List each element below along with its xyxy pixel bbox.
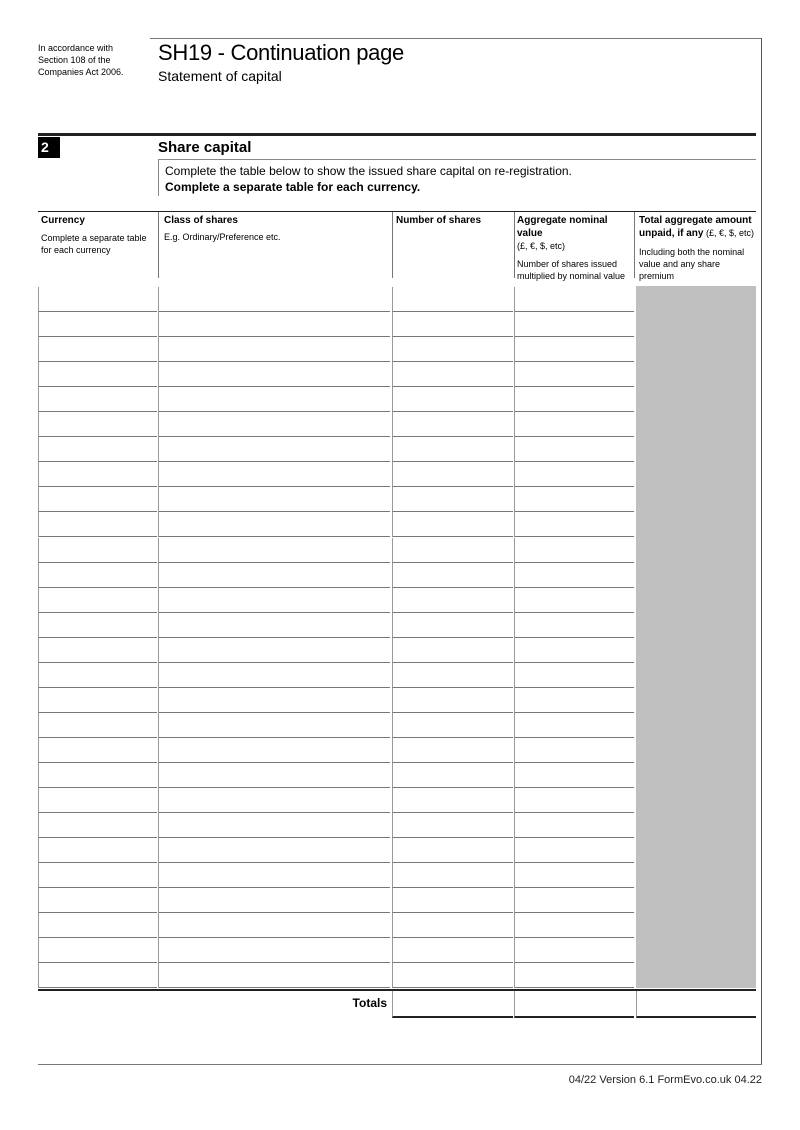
currency-cell[interactable] bbox=[38, 412, 157, 437]
nominal-value-cell[interactable] bbox=[514, 813, 634, 838]
class-of-shares-cell[interactable] bbox=[158, 688, 390, 713]
number-of-shares-cell[interactable] bbox=[392, 337, 513, 362]
header-unpaid-units: (£, €, $, etc) bbox=[705, 228, 754, 238]
header-separator bbox=[158, 212, 159, 278]
class-of-shares-cell[interactable] bbox=[158, 763, 390, 788]
number-of-shares-cell[interactable] bbox=[392, 512, 513, 537]
class-of-shares-cell[interactable] bbox=[158, 437, 390, 462]
class-of-shares-cell[interactable] bbox=[158, 813, 390, 838]
class-of-shares-cell[interactable] bbox=[158, 738, 390, 763]
number-of-shares-cell[interactable] bbox=[392, 963, 513, 988]
class-of-shares-cell[interactable] bbox=[158, 512, 390, 537]
nominal-value-cell[interactable] bbox=[514, 713, 634, 738]
class-of-shares-cell[interactable] bbox=[158, 913, 390, 938]
currency-cell[interactable] bbox=[38, 963, 157, 988]
nominal-value-cell[interactable] bbox=[514, 763, 634, 788]
header-nominal-note: Number of shares issued multiplied by nominal value bbox=[517, 259, 626, 281]
header-unpaid bbox=[639, 214, 757, 282]
class-of-shares-cell[interactable] bbox=[158, 938, 390, 963]
class-of-shares-cell[interactable] bbox=[158, 287, 390, 312]
currency-cell[interactable] bbox=[38, 788, 157, 813]
number-of-shares-cell[interactable] bbox=[392, 638, 513, 663]
nominal-value-cell[interactable] bbox=[514, 663, 634, 688]
total-number-of-shares-field[interactable] bbox=[392, 991, 513, 1018]
nominal-value-cell[interactable] bbox=[514, 563, 634, 588]
number-of-shares-cell[interactable] bbox=[392, 613, 513, 638]
number-of-shares-cell[interactable] bbox=[392, 563, 513, 588]
header-currency-note: Complete a separate table for each currency bbox=[41, 233, 147, 255]
currency-cell[interactable] bbox=[38, 738, 157, 763]
class-of-shares-cell[interactable] bbox=[158, 312, 390, 337]
section-number: 2 bbox=[38, 137, 60, 158]
nominal-value-cell[interactable] bbox=[514, 412, 634, 437]
currency-cell[interactable] bbox=[38, 538, 157, 563]
instruction-bar bbox=[158, 160, 159, 196]
class-of-shares-cell[interactable] bbox=[158, 638, 390, 663]
nominal-value-cell[interactable] bbox=[514, 437, 634, 462]
class-of-shares-cell[interactable] bbox=[158, 963, 390, 988]
header-nominal-title: Aggregate nominal value bbox=[517, 215, 608, 239]
header-separator bbox=[514, 212, 515, 278]
header-nominal-units: (£, €, $, etc) bbox=[517, 241, 566, 251]
currency-cell[interactable] bbox=[38, 913, 157, 938]
nominal-value-cell[interactable] bbox=[514, 638, 634, 663]
class-of-shares-cell[interactable] bbox=[158, 387, 390, 412]
currency-cell[interactable] bbox=[38, 638, 157, 663]
number-of-shares-cell[interactable] bbox=[392, 863, 513, 888]
number-of-shares-cell[interactable] bbox=[392, 838, 513, 863]
nominal-value-cell[interactable] bbox=[514, 738, 634, 763]
currency-cell[interactable] bbox=[38, 287, 157, 312]
nominal-value-cell[interactable] bbox=[514, 462, 634, 487]
currency-cell[interactable] bbox=[38, 863, 157, 888]
nominal-value-cell[interactable] bbox=[514, 788, 634, 813]
header-unpaid-title: Total aggregate amount unpaid, if any bbox=[639, 215, 752, 239]
unpaid-shaded-column bbox=[636, 286, 756, 988]
nominal-value-cell[interactable] bbox=[514, 838, 634, 863]
currency-cell[interactable] bbox=[38, 437, 157, 462]
header-currency-title: Currency bbox=[41, 215, 85, 226]
legal-line-2: Section 108 of the bbox=[38, 55, 111, 65]
class-of-shares-cell[interactable] bbox=[158, 588, 390, 613]
nominal-value-cell[interactable] bbox=[514, 287, 634, 312]
nominal-value-cell[interactable] bbox=[514, 512, 634, 537]
currency-cell[interactable] bbox=[38, 462, 157, 487]
currency-cell[interactable] bbox=[38, 312, 157, 337]
number-of-shares-cell[interactable] bbox=[392, 938, 513, 963]
currency-cell[interactable] bbox=[38, 362, 157, 387]
number-of-shares-cell[interactable] bbox=[392, 688, 513, 713]
number-of-shares-cell[interactable] bbox=[392, 362, 513, 387]
nominal-value-cell[interactable] bbox=[514, 588, 634, 613]
legal-reference bbox=[38, 42, 148, 78]
number-of-shares-cell[interactable] bbox=[392, 287, 513, 312]
header-separator bbox=[634, 212, 635, 278]
class-of-shares-cell[interactable] bbox=[158, 462, 390, 487]
totals-label: Totals bbox=[352, 996, 387, 1010]
class-of-shares-cell[interactable] bbox=[158, 613, 390, 638]
currency-cell[interactable] bbox=[38, 387, 157, 412]
version-footer: 04/22 Version 6.1 FormEvo.co.uk 04.22 bbox=[568, 1074, 762, 1086]
nominal-value-cell[interactable] bbox=[514, 963, 634, 988]
frame-top-line bbox=[150, 38, 762, 39]
class-of-shares-cell[interactable] bbox=[158, 838, 390, 863]
section-subrule bbox=[158, 159, 756, 160]
section-title: Share capital bbox=[158, 139, 252, 156]
frame-right-line bbox=[761, 38, 762, 1064]
number-of-shares-cell[interactable] bbox=[392, 412, 513, 437]
header-unpaid-note: Including both the nominal value and any share premium bbox=[639, 247, 745, 281]
currency-cell[interactable] bbox=[38, 337, 157, 362]
form-subtitle: Statement of capital bbox=[158, 68, 282, 84]
nominal-value-cell[interactable] bbox=[514, 613, 634, 638]
header-currency bbox=[41, 214, 156, 256]
number-of-shares-cell[interactable] bbox=[392, 763, 513, 788]
class-of-shares-cell[interactable] bbox=[158, 888, 390, 913]
class-of-shares-cell[interactable] bbox=[158, 863, 390, 888]
class-of-shares-cell[interactable] bbox=[158, 788, 390, 813]
class-of-shares-cell[interactable] bbox=[158, 663, 390, 688]
currency-cell[interactable] bbox=[38, 613, 157, 638]
table-header-rule bbox=[38, 211, 756, 212]
number-of-shares-cell[interactable] bbox=[392, 713, 513, 738]
header-class-note: E.g. Ordinary/Preference etc. bbox=[164, 232, 281, 242]
currency-cell[interactable] bbox=[38, 813, 157, 838]
header-class-title: Class of shares bbox=[164, 215, 238, 226]
nominal-value-cell[interactable] bbox=[514, 487, 634, 512]
number-of-shares-cell[interactable] bbox=[392, 487, 513, 512]
nominal-value-cell[interactable] bbox=[514, 863, 634, 888]
footer-rule bbox=[38, 1064, 762, 1065]
class-of-shares-cell[interactable] bbox=[158, 563, 390, 588]
number-of-shares-cell[interactable] bbox=[392, 888, 513, 913]
number-of-shares-cell[interactable] bbox=[392, 312, 513, 337]
currency-cell[interactable] bbox=[38, 888, 157, 913]
nominal-value-cell[interactable] bbox=[514, 938, 634, 963]
number-of-shares-cell[interactable] bbox=[392, 913, 513, 938]
currency-cell[interactable] bbox=[38, 938, 157, 963]
header-class bbox=[164, 214, 389, 243]
class-of-shares-cell[interactable] bbox=[158, 487, 390, 512]
header-nominal bbox=[517, 214, 634, 282]
currency-cell[interactable] bbox=[38, 688, 157, 713]
header-number-title: Number of shares bbox=[396, 215, 482, 226]
currency-cell[interactable] bbox=[38, 838, 157, 863]
number-of-shares-cell[interactable] bbox=[392, 813, 513, 838]
number-of-shares-cell[interactable] bbox=[392, 538, 513, 563]
currency-cell[interactable] bbox=[38, 763, 157, 788]
instruction-line-2: Complete a separate table for each currency. bbox=[165, 180, 421, 194]
number-of-shares-cell[interactable] bbox=[392, 387, 513, 412]
class-of-shares-cell[interactable] bbox=[158, 713, 390, 738]
section-rule bbox=[38, 133, 756, 136]
form-title: SH19 - Continuation page bbox=[158, 40, 404, 65]
number-of-shares-cell[interactable] bbox=[392, 788, 513, 813]
nominal-value-cell[interactable] bbox=[514, 538, 634, 563]
number-of-shares-cell[interactable] bbox=[392, 738, 513, 763]
legal-line-3: Companies Act 2006. bbox=[38, 67, 124, 77]
number-of-shares-cell[interactable] bbox=[392, 437, 513, 462]
instruction-line-1: Complete the table below to show the issued share capital on re-registration. bbox=[165, 164, 572, 178]
currency-cell[interactable] bbox=[38, 713, 157, 738]
nominal-value-cell[interactable] bbox=[514, 913, 634, 938]
total-nominal-value-field[interactable] bbox=[514, 991, 634, 1018]
nominal-value-cell[interactable] bbox=[514, 888, 634, 913]
nominal-value-cell[interactable] bbox=[514, 312, 634, 337]
total-unpaid-amount-field[interactable] bbox=[636, 991, 756, 1018]
nominal-value-cell[interactable] bbox=[514, 362, 634, 387]
header-number bbox=[396, 214, 511, 227]
number-of-shares-cell[interactable] bbox=[392, 663, 513, 688]
currency-cell[interactable] bbox=[38, 512, 157, 537]
class-of-shares-cell[interactable] bbox=[158, 412, 390, 437]
class-of-shares-cell[interactable] bbox=[158, 362, 390, 387]
number-of-shares-cell[interactable] bbox=[392, 462, 513, 487]
legal-line-1: In accordance with bbox=[38, 43, 114, 53]
class-of-shares-cell[interactable] bbox=[158, 337, 390, 362]
class-of-shares-cell[interactable] bbox=[158, 538, 390, 563]
nominal-value-cell[interactable] bbox=[514, 688, 634, 713]
currency-cell[interactable] bbox=[38, 588, 157, 613]
currency-cell[interactable] bbox=[38, 663, 157, 688]
number-of-shares-cell[interactable] bbox=[392, 588, 513, 613]
header-separator bbox=[392, 212, 393, 278]
nominal-value-cell[interactable] bbox=[514, 387, 634, 412]
currency-cell[interactable] bbox=[38, 487, 157, 512]
nominal-value-cell[interactable] bbox=[514, 337, 634, 362]
currency-cell[interactable] bbox=[38, 563, 157, 588]
